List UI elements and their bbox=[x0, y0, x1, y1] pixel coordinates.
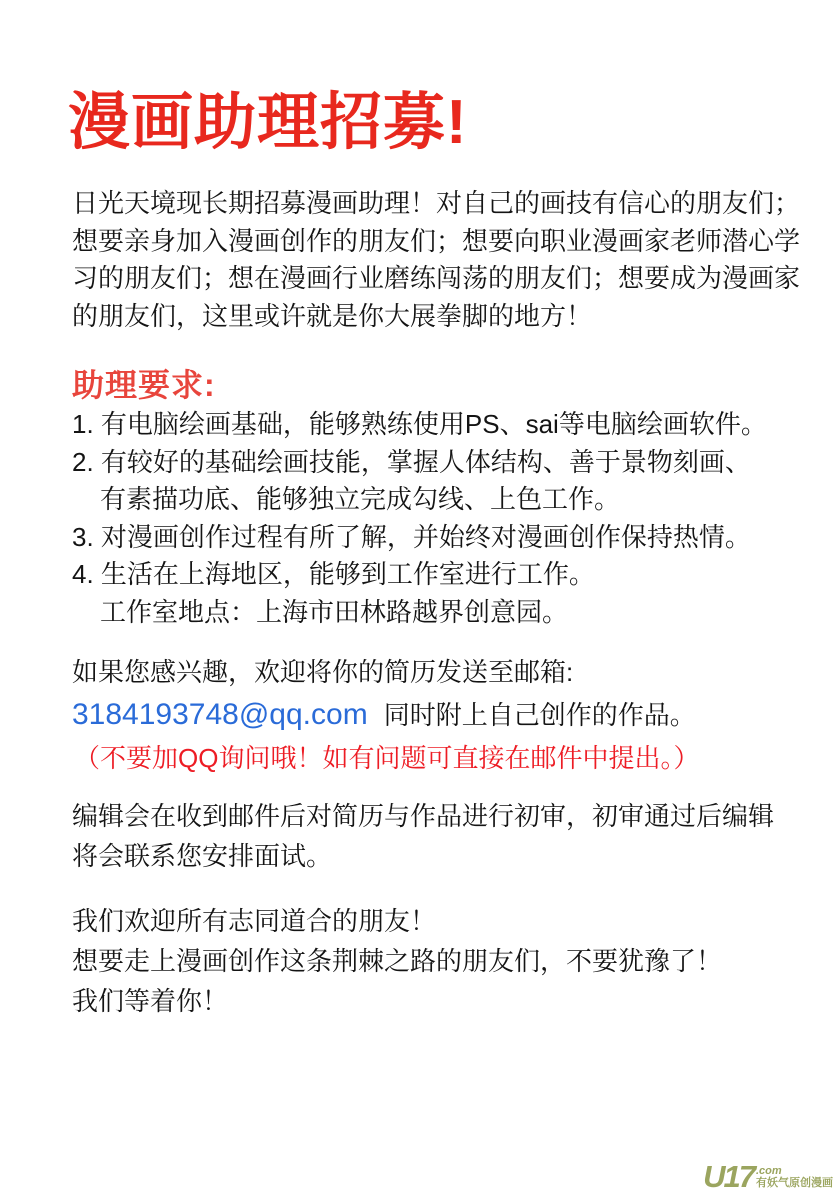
contact-intro-text: 如果您感兴趣，欢迎将你的简历发送至邮箱: bbox=[72, 657, 574, 687]
review-line: 编辑会在收到邮件后对简历与作品进行初审，初审通过后编辑 bbox=[72, 801, 775, 831]
requirement-item-continuation: 有素描功底、能够独立完成勾线、上色工作。 bbox=[100, 484, 621, 514]
review-line: 将会联系您安排面试。 bbox=[72, 841, 333, 871]
u17-watermark-logo bbox=[703, 1159, 833, 1192]
closing-paragraph bbox=[72, 901, 722, 1021]
requirement-item: 2. 有较好的基础绘画技能，掌握人体结构、善于景物刻画、 bbox=[72, 446, 751, 477]
intro-line: 日光天境现长期招募漫画助理！对自己的画技有信心的朋友们； bbox=[72, 188, 801, 218]
contact-email-row bbox=[72, 696, 696, 735]
requirement-item: 4. 生活在上海地区，能够到工作室进行工作。 bbox=[72, 559, 595, 589]
u17-logo-column bbox=[756, 1166, 833, 1190]
requirement-item-continuation: 工作室地点：上海市田林路越界创意园。 bbox=[100, 596, 569, 627]
email-address-link[interactable]: 3184193748@qq.com bbox=[72, 698, 368, 731]
u17-brand-text: U17 bbox=[703, 1159, 754, 1192]
email-suffix-text: 同时附上自己创作的作品。 bbox=[383, 700, 696, 730]
u17-domain-text: .com bbox=[756, 1165, 782, 1177]
requirements-list bbox=[72, 406, 767, 631]
closing-line: 我们欢迎所有志同道合的朋友！ bbox=[72, 906, 437, 936]
closing-line: 我们等着你！ bbox=[72, 986, 229, 1016]
review-paragraph bbox=[72, 796, 774, 876]
u17-tagline-text: 有妖气原创漫画 bbox=[756, 1177, 833, 1189]
intro-line: 想要亲身加入漫画创作的朋友们；想要向职业漫画家老师潜心学 bbox=[72, 225, 801, 256]
page-title: 漫画助理招募! bbox=[68, 88, 468, 157]
contact-note-text: （不要加QQ询问哦！如有问题可直接在邮件中提出。） bbox=[74, 743, 700, 773]
requirement-item: 1. 有电脑绘画基础，能够熟练使用PS、sai等电脑绘画软件。 bbox=[72, 409, 767, 439]
requirements-heading: 助理要求: bbox=[72, 367, 216, 403]
intro-line: 习的朋友们；想在漫画行业磨练闯荡的朋友们；想要成为漫画家 bbox=[72, 263, 801, 293]
closing-line: 想要走上漫画创作这条荆棘之路的朋友们，不要犹豫了！ bbox=[72, 946, 723, 976]
requirement-item: 3. 对漫画创作过程有所了解，并始终对漫画创作保持热情。 bbox=[72, 521, 751, 552]
intro-line: 的朋友们，这里或许就是你大展拳脚的地方！ bbox=[72, 300, 593, 331]
intro-paragraph bbox=[72, 185, 800, 335]
